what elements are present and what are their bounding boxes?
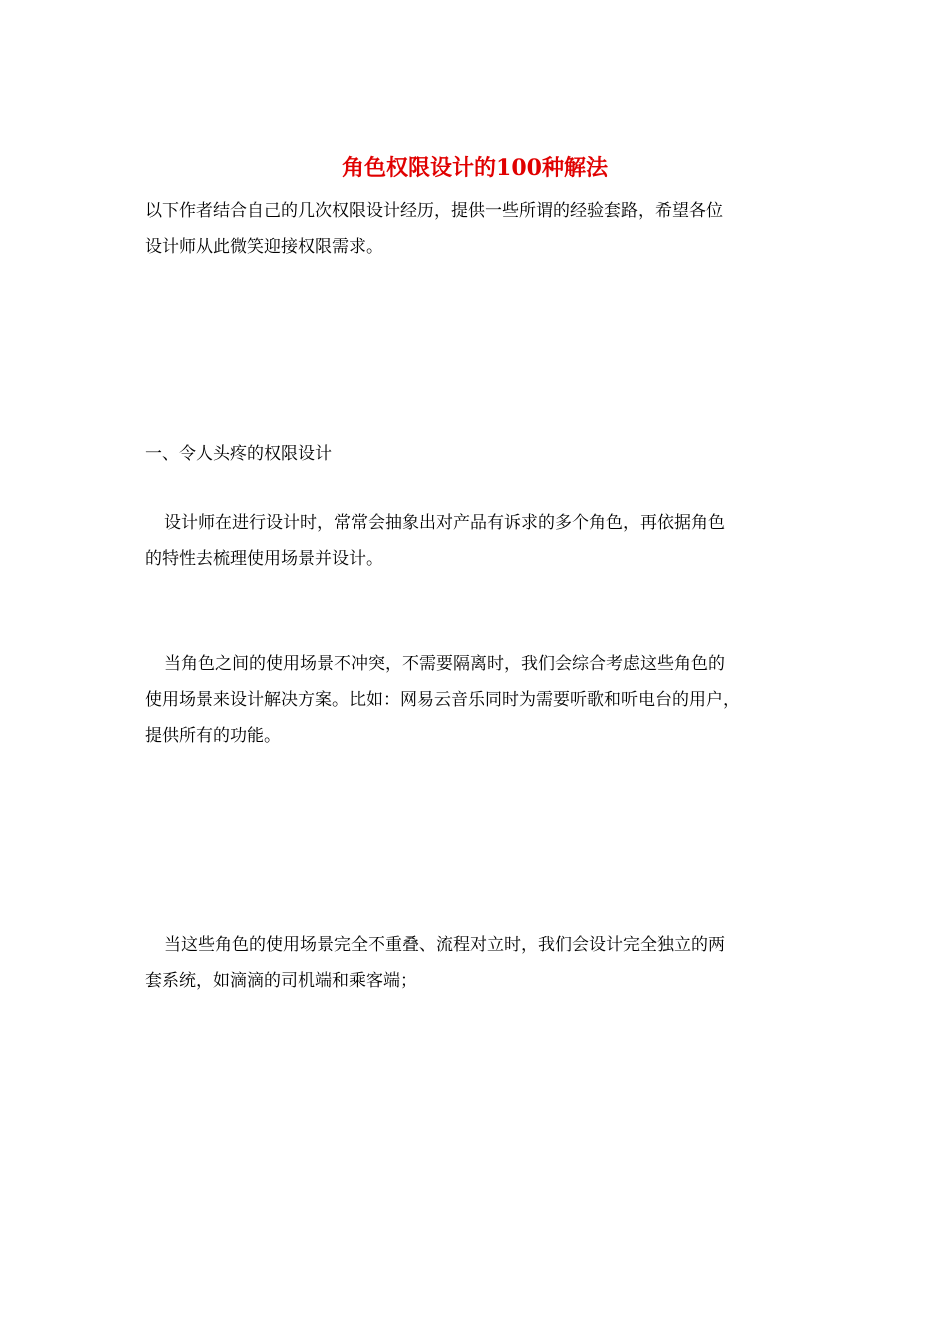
paragraph-1-line-2: 的特性去梳理使用场景并设计。 [145,549,383,569]
paragraph-3-line-1: 当这些角色的使用场景完全不重叠、流程对立时，我们会设计完全独立的两 [164,935,725,955]
paragraph-3 [145,927,810,999]
section-heading [145,436,810,472]
paragraph-2-line-3: 提供所有的功能。 [145,726,281,746]
intro-paragraph [145,193,810,265]
intro-line-2: 设计师从此微笑迎接权限需求。 [145,237,383,257]
intro-line-1: 以下作者结合自己的几次权限设计经历，提供一些所谓的经验套路，希望各位 [145,201,723,221]
paragraph-1-line-1: 设计师在进行设计时，常常会抽象出对产品有诉求的多个角色，再依据角色 [164,513,725,533]
paragraph-3-line-2: 套系统，如滴滴的司机端和乘客端； [145,971,417,991]
paragraph-2-line-2: 使用场景来设计解决方案。比如：网易云音乐同时为需要听歌和听电台的用户， [145,690,740,710]
section-1-heading: 一、令人头疼的权限设计 [145,444,332,464]
paragraph-2 [145,646,810,754]
paragraph-2-line-1: 当角色之间的使用场景不冲突，不需要隔离时，我们会综合考虑这些角色的 [164,654,725,674]
paragraph-1 [145,505,810,577]
document-title: 角色权限设计的100种解法 [342,155,608,181]
